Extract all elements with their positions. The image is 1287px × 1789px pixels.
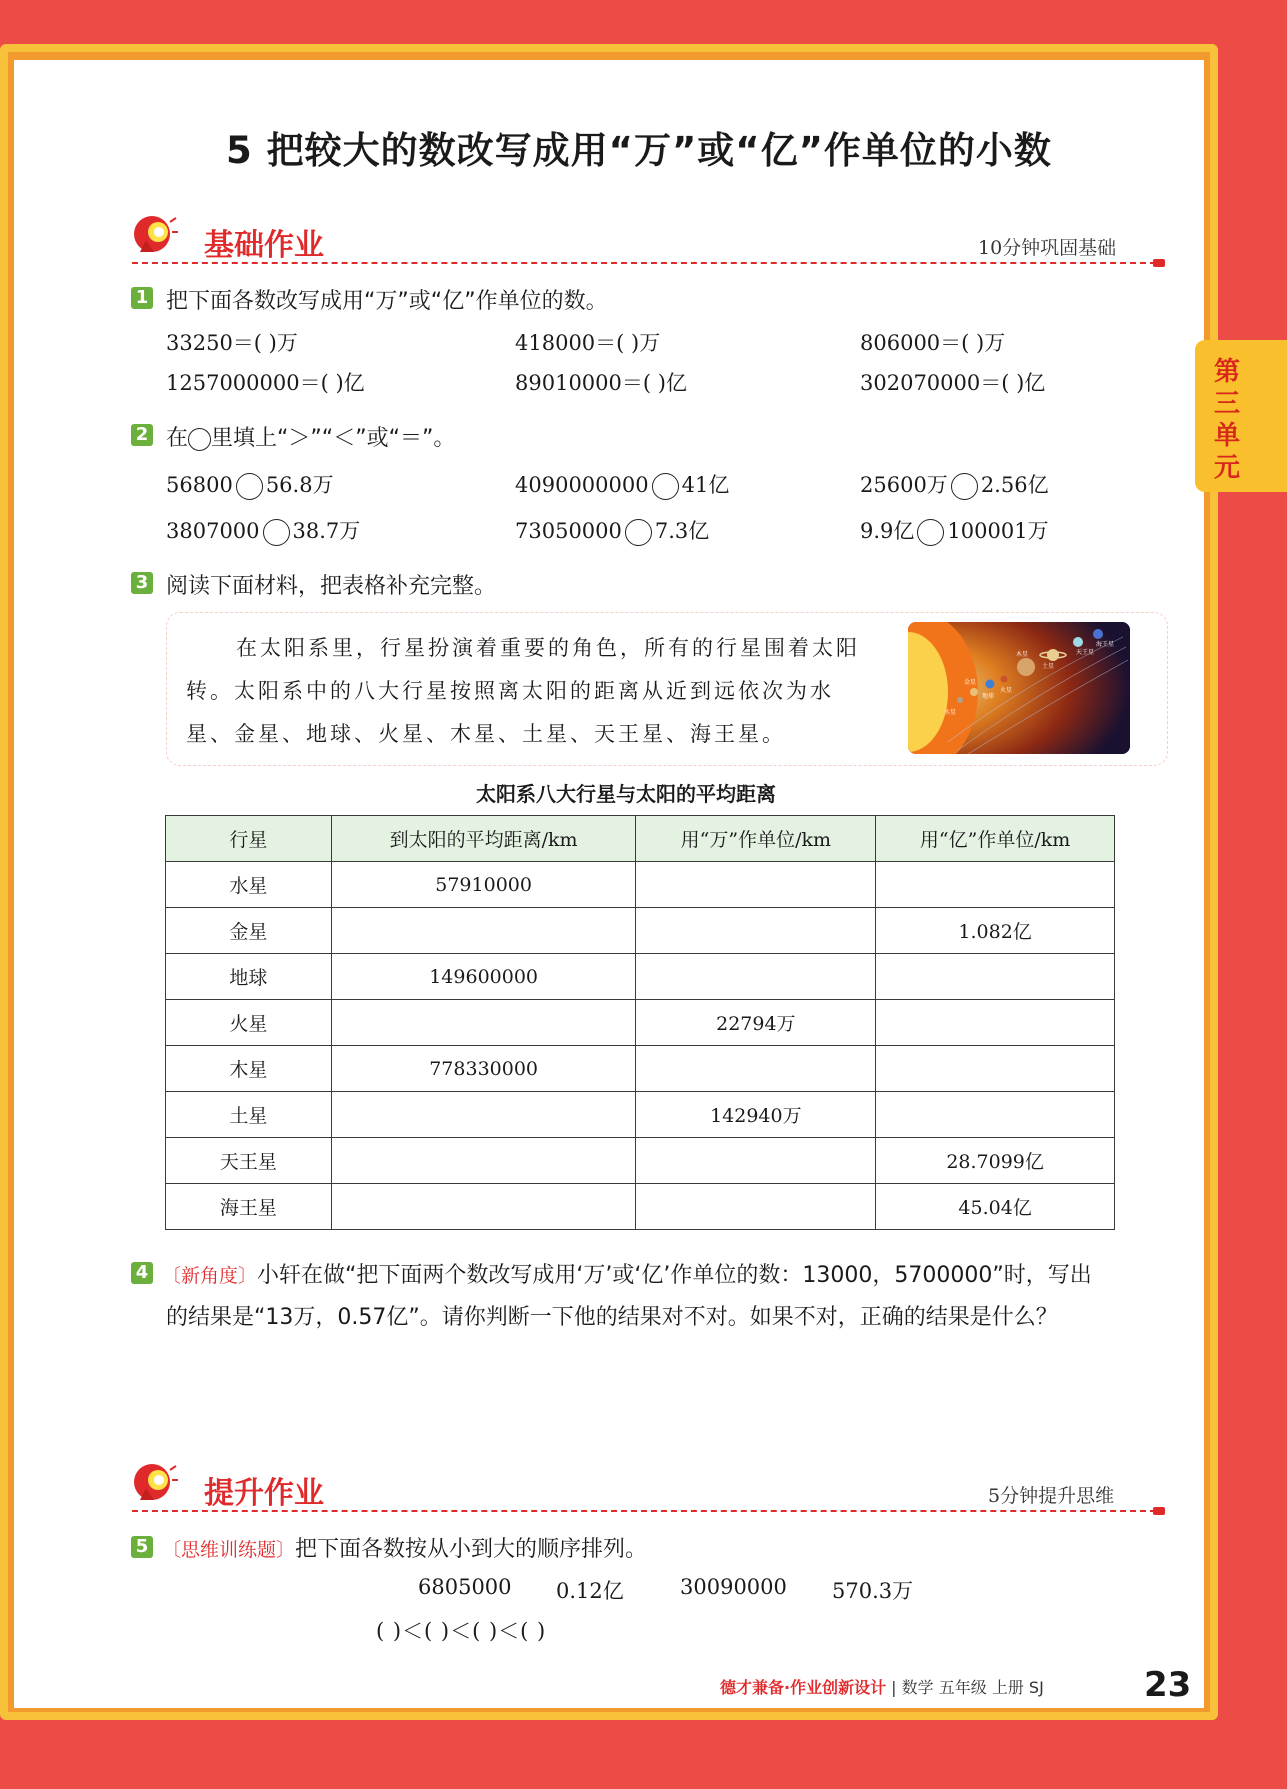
planet-name-cell: 天王星 (166, 1138, 332, 1184)
planet-name-cell: 海王星 (166, 1184, 332, 1230)
conversion-item[interactable]: 806000＝( )万 (860, 331, 1006, 355)
question-tag: 〔思维训练题〕 (162, 1539, 296, 1561)
compare-left: 73050000 (515, 519, 622, 543)
distance-cell[interactable] (331, 908, 636, 954)
compare-circle-blank[interactable] (652, 473, 679, 500)
table-caption: 太阳系八大行星与太阳的平均距离 (476, 782, 776, 806)
compare-right: 7.3亿 (654, 519, 710, 543)
planet-label: 火星 (1000, 687, 1013, 694)
planet-jupiter (1017, 658, 1035, 676)
compare-item (860, 515, 1049, 546)
footer-separator: | (886, 1678, 902, 1697)
side-char: 第 (1213, 357, 1240, 387)
wan-cell[interactable] (636, 862, 876, 908)
footer-brand: 德才兼备·作业创新设计 (720, 1678, 887, 1697)
table-row (166, 908, 1115, 954)
material-line: 星、金星、地球、火星、木星、土星、天王星、海王星。 (186, 722, 786, 746)
compare-circle-blank[interactable] (951, 473, 978, 500)
footer (720, 1675, 1044, 1698)
question-tag: 〔新角度〕 (162, 1265, 258, 1287)
compare-right: 100001万 (947, 519, 1049, 543)
page-number: 23 (1144, 1665, 1192, 1705)
solar-system-image (908, 622, 1130, 754)
planet-name-cell: 水星 (166, 862, 332, 908)
conversion-item[interactable]: 89010000＝( )亿 (515, 371, 687, 395)
compare-circle-blank[interactable] (917, 519, 944, 546)
conversion-item[interactable]: 302070000＝( )亿 (860, 371, 1046, 395)
wan-cell[interactable]: 142940万 (636, 1092, 876, 1138)
question-text-part: 里填上“＞”“＜”或“＝”。 (211, 426, 456, 451)
table-row (166, 1184, 1115, 1230)
compare-circle-blank[interactable] (625, 519, 652, 546)
distance-cell[interactable] (331, 1000, 636, 1046)
table-row (166, 1092, 1115, 1138)
section-time-basic: 10分钟巩固基础 (978, 237, 1117, 259)
compare-left: 56800 (166, 473, 233, 497)
planet-distance-table (165, 815, 1115, 1230)
planet-name-cell: 地球 (166, 954, 332, 1000)
conversion-item[interactable]: 33250＝( )万 (166, 331, 298, 355)
table-row (166, 1000, 1115, 1046)
yi-cell[interactable] (876, 862, 1115, 908)
yi-cell[interactable] (876, 1000, 1115, 1046)
page-title: 5 把较大的数改写成用“万”或“亿”作单位的小数 (226, 129, 1052, 172)
planet-mercury (957, 697, 963, 703)
question-number: 3 (131, 572, 153, 594)
compare-circle-blank[interactable] (263, 519, 290, 546)
side-char: 三 (1213, 389, 1240, 419)
yi-cell[interactable] (876, 954, 1115, 1000)
question-number: 2 (131, 424, 153, 446)
compare-right: 38.7万 (292, 519, 361, 543)
wan-cell[interactable]: 22794万 (636, 1000, 876, 1046)
question-number: 1 (131, 287, 153, 309)
planet-name-cell: 土星 (166, 1092, 332, 1138)
homework-mascot-icon (132, 1458, 178, 1506)
column-header: 到太阳的平均距离/km (331, 816, 636, 862)
compare-left: 9.9亿 (860, 519, 915, 543)
section-divider (132, 262, 1156, 264)
question-text: 把下面各数改写成用“万”或“亿”作单位的数。 (166, 289, 608, 314)
wan-cell[interactable] (636, 954, 876, 1000)
section-time-advanced: 5分钟提升思维 (988, 1485, 1115, 1507)
planet-earth (986, 680, 995, 689)
table-row (166, 1046, 1115, 1092)
yi-cell[interactable] (876, 1046, 1115, 1092)
section-divider-end (1153, 259, 1165, 267)
section-divider-end (1153, 1507, 1165, 1515)
yi-cell[interactable]: 1.082亿 (876, 908, 1115, 954)
question-number: 4 (131, 1262, 153, 1284)
column-header: 用“亿”作单位/km (876, 816, 1115, 862)
planet-name-cell: 火星 (166, 1000, 332, 1046)
ordering-blanks[interactable]: ( )＜( )＜( )＜( ) (376, 1619, 547, 1643)
compare-right: 41亿 (681, 473, 730, 497)
question-text (166, 421, 455, 452)
wan-cell[interactable] (636, 1184, 876, 1230)
question-text-part: 在 (166, 426, 189, 451)
section-divider (132, 1510, 1156, 1512)
yi-cell[interactable] (876, 1092, 1115, 1138)
distance-cell[interactable] (331, 1138, 636, 1184)
distance-cell[interactable]: 778330000 (331, 1046, 636, 1092)
yi-cell[interactable]: 28.7099亿 (876, 1138, 1115, 1184)
planet-venus (970, 688, 978, 696)
question-text (162, 1258, 1092, 1289)
unit-side-label (1202, 356, 1252, 484)
number-to-order: 0.12亿 (556, 1579, 624, 1603)
planet-label: 天王星 (1076, 649, 1095, 656)
compare-left: 3807000 (166, 519, 260, 543)
planet-name-cell: 金星 (166, 908, 332, 954)
planet-mars (1001, 676, 1008, 683)
compare-item (515, 515, 709, 546)
table-row (166, 1138, 1115, 1184)
circle-icon (188, 428, 211, 451)
compare-item (166, 515, 360, 546)
planet-label: 金星 (964, 679, 977, 686)
distance-cell[interactable] (331, 1092, 636, 1138)
compare-item (860, 469, 1049, 500)
planet-label: 地球 (982, 693, 995, 700)
wan-cell[interactable] (636, 1046, 876, 1092)
side-char: 元 (1213, 453, 1240, 483)
planet-uranus (1073, 637, 1083, 647)
side-char: 单 (1213, 421, 1240, 451)
compare-item (166, 469, 334, 500)
question-text (162, 1532, 647, 1563)
table-row (166, 862, 1115, 908)
question-number: 5 (131, 1536, 153, 1558)
planet-label: 土星 (1042, 663, 1055, 670)
number-to-order: 6805000 (418, 1575, 512, 1599)
compare-left: 4090000000 (515, 473, 649, 497)
column-header: 用“万”作单位/km (636, 816, 876, 862)
wan-cell[interactable] (636, 908, 876, 954)
planet-neptune (1093, 629, 1103, 639)
compare-right: 2.56亿 (980, 473, 1049, 497)
planet-saturn (1047, 649, 1059, 661)
column-header: 行星 (166, 816, 332, 862)
section-title-basic: 基础作业 (204, 228, 324, 263)
yi-cell[interactable]: 45.04亿 (876, 1184, 1115, 1230)
table-header-row (166, 816, 1115, 862)
compare-left: 25600万 (860, 473, 948, 497)
distance-cell[interactable]: 149600000 (331, 954, 636, 1000)
distance-cell[interactable] (331, 1184, 636, 1230)
question-line: 的结果是“13万，0.57亿”。请你判断一下他的结果对不对。如果不对，正确的结果是什么？ (166, 1305, 1058, 1330)
distance-cell[interactable]: 57910000 (331, 862, 636, 908)
question-line: 小轩在做“把下面两个数改写成用‘万’或‘亿’作单位的数：13000，5700000”时，写出 (257, 1263, 1092, 1288)
number-to-order: 30090000 (680, 1575, 787, 1599)
planet-name-cell: 木星 (166, 1046, 332, 1092)
conversion-item[interactable]: 1257000000＝( )亿 (166, 371, 365, 395)
planet-label: 海王星 (1096, 641, 1115, 648)
planet-label: 木星 (1016, 651, 1029, 658)
wan-cell[interactable] (636, 1138, 876, 1184)
planet-label: 水星 (944, 709, 957, 716)
question-line: 把下面各数按从小到大的顺序排列。 (295, 1537, 648, 1562)
compare-right: 56.8万 (265, 473, 334, 497)
material-line: 转。太阳系中的八大行星按照离太阳的距离从近到远依次为水 (186, 679, 834, 703)
question-text: 阅读下面材料，把表格补充完整。 (166, 574, 497, 599)
conversion-item[interactable]: 418000＝( )万 (515, 331, 661, 355)
compare-item (515, 469, 729, 500)
section-title-advanced: 提升作业 (204, 1476, 324, 1511)
number-to-order: 570.3万 (832, 1579, 914, 1603)
footer-book-info: 数学 五年级 上册 SJ (901, 1678, 1044, 1697)
homework-mascot-icon (132, 210, 178, 258)
material-line: 在太阳系里，行星扮演着重要的角色，所有的行星围着太阳 (236, 636, 860, 660)
table-row (166, 954, 1115, 1000)
compare-circle-blank[interactable] (236, 473, 263, 500)
